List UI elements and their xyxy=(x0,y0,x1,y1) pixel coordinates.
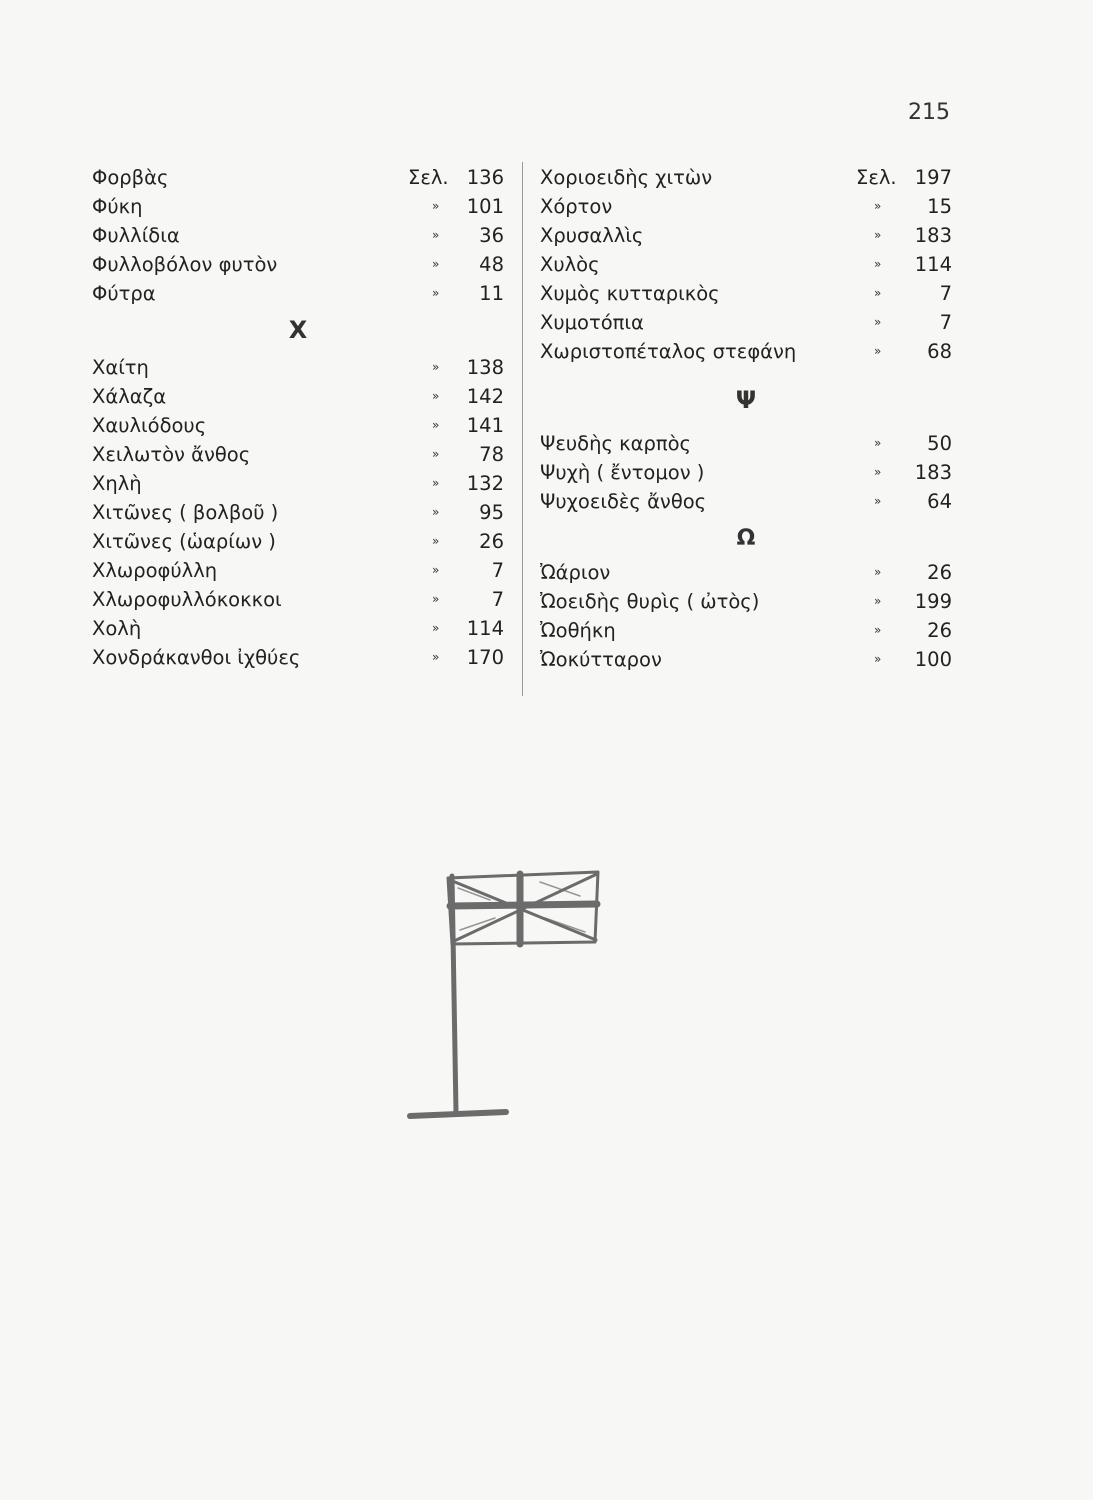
index-column-right xyxy=(540,163,952,674)
entry-term: Χάλαζα xyxy=(92,385,167,408)
ditto-mark: » xyxy=(874,652,882,666)
index-column-left xyxy=(92,163,504,672)
entry-page: 36 xyxy=(479,224,504,247)
index-entry xyxy=(540,221,952,250)
column-divider xyxy=(522,162,523,696)
ditto-mark: » xyxy=(874,565,882,579)
entry-term: Χυμοτόπια xyxy=(540,311,644,334)
ditto-mark: » xyxy=(432,650,440,664)
index-entry xyxy=(540,308,952,337)
entry-page: 50 xyxy=(927,432,952,455)
entry-term: Χωριστοπέταλος στεφάνη xyxy=(540,340,797,363)
index-entry xyxy=(92,279,504,308)
entry-term: Ψυχὴ ( ἔντομον ) xyxy=(540,461,705,484)
entry-page: 183 xyxy=(914,461,952,484)
ditto-mark: » xyxy=(432,389,440,403)
entry-term: Χιτῶνες (ὡαρίων ) xyxy=(92,530,276,553)
ditto-mark: » xyxy=(432,257,440,271)
index-entry xyxy=(92,353,504,382)
entry-term: Φυλλίδια xyxy=(92,224,180,247)
entry-page: 7 xyxy=(939,282,952,305)
index-entry xyxy=(540,458,952,487)
ditto-mark: » xyxy=(432,418,440,432)
index-entry xyxy=(92,221,504,250)
ditto-mark: » xyxy=(874,286,882,300)
ditto-mark: » xyxy=(432,199,440,213)
entry-page: 95 xyxy=(479,501,504,524)
entry-term: Φύκη xyxy=(92,195,143,218)
ditto-mark: » xyxy=(874,257,882,271)
ditto-mark: » xyxy=(432,360,440,374)
entry-term: Χειλωτὸν ἄνθος xyxy=(92,443,251,466)
entry-page: 100 xyxy=(914,648,952,671)
entry-term: Χυμὸς κυτταρικὸς xyxy=(540,282,720,305)
entry-term: Ψυχοειδὲς ἄνθος xyxy=(540,490,707,513)
entry-term: Χυλὸς xyxy=(540,253,600,276)
index-entry xyxy=(92,163,504,192)
section-letter-chi: Χ xyxy=(288,316,308,344)
entry-term: Χιτῶνες ( βολβοῦ ) xyxy=(92,501,279,524)
entry-page: 114 xyxy=(914,253,952,276)
page-number: 215 xyxy=(908,100,950,125)
index-entry xyxy=(540,587,952,616)
entry-term: Χλωροφύλλη xyxy=(92,559,218,582)
entry-term: Χρυσαλλὶς xyxy=(540,224,644,247)
index-entry xyxy=(92,585,504,614)
entry-page: 78 xyxy=(479,443,504,466)
entry-term: Φυλλοβόλον φυτὸν xyxy=(92,253,278,276)
entry-term: Χαίτη xyxy=(92,356,149,379)
index-group-phi xyxy=(92,163,504,308)
entry-page-prefix: Σελ. xyxy=(408,166,449,189)
ditto-mark: » xyxy=(432,505,440,519)
entry-page: 64 xyxy=(927,490,952,513)
entry-page: 7 xyxy=(491,559,504,582)
index-entry xyxy=(540,279,952,308)
entry-term: Ὠάριον xyxy=(540,561,611,584)
index-entry xyxy=(540,337,952,366)
entry-page: 142 xyxy=(466,385,504,408)
ditto-mark: » xyxy=(874,465,882,479)
index-entry xyxy=(92,643,504,672)
entry-term: Φορβὰς xyxy=(92,166,169,189)
index-entry xyxy=(92,250,504,279)
entry-term: Ψευδὴς καρπὸς xyxy=(540,432,691,455)
ditto-mark: » xyxy=(432,476,440,490)
index-entry xyxy=(540,487,952,516)
index-entry xyxy=(540,645,952,674)
entry-term: Ὠοθήκη xyxy=(540,619,616,642)
entry-page: 138 xyxy=(466,356,504,379)
index-entry xyxy=(540,250,952,279)
index-entry xyxy=(540,163,952,192)
entry-page: 7 xyxy=(939,311,952,334)
index-entry xyxy=(540,429,952,458)
ditto-mark: » xyxy=(432,592,440,606)
index-group-chi xyxy=(92,353,504,672)
index-entry xyxy=(92,382,504,411)
index-entry xyxy=(92,192,504,221)
entry-term: Χοριοειδὴς χιτὼν xyxy=(540,166,713,189)
index-entry xyxy=(92,411,504,440)
index-entry xyxy=(540,192,952,221)
ditto-mark: » xyxy=(874,228,882,242)
index-entry xyxy=(540,558,952,587)
entry-page: 197 xyxy=(914,166,952,189)
entry-page: 7 xyxy=(491,588,504,611)
index-entry xyxy=(540,616,952,645)
entry-page: 68 xyxy=(927,340,952,363)
ditto-mark: » xyxy=(432,228,440,242)
union-jack-flag-drawing-icon xyxy=(400,860,610,1130)
ditto-mark: » xyxy=(432,563,440,577)
section-letter-omega: Ω xyxy=(736,526,756,551)
ditto-mark: » xyxy=(874,199,882,213)
entry-term: Χηλὴ xyxy=(92,472,142,495)
entry-page: 48 xyxy=(479,253,504,276)
ditto-mark: » xyxy=(874,623,882,637)
entry-page: 141 xyxy=(466,414,504,437)
index-group-chi-continued xyxy=(540,163,952,366)
entry-page: 11 xyxy=(479,282,504,305)
entry-term: Χονδράκανθοι ἰχθύες xyxy=(92,646,301,669)
entry-page: 136 xyxy=(466,166,504,189)
ditto-mark: » xyxy=(874,436,882,450)
entry-page-prefix: Σελ. xyxy=(856,166,897,189)
entry-page: 183 xyxy=(914,224,952,247)
entry-page: 170 xyxy=(466,646,504,669)
entry-term: Χλωροφυλλόκοκκοι xyxy=(92,588,282,611)
entry-page: 114 xyxy=(466,617,504,640)
entry-page: 199 xyxy=(914,590,952,613)
entry-term: Χολὴ xyxy=(92,617,142,640)
entry-term: Φύτρα xyxy=(92,282,156,305)
ditto-mark: » xyxy=(874,594,882,608)
ditto-mark: » xyxy=(432,621,440,635)
entry-term: Χόρτον xyxy=(540,195,613,218)
entry-page: 132 xyxy=(466,472,504,495)
index-entry xyxy=(92,469,504,498)
index-entry xyxy=(92,614,504,643)
ditto-mark: » xyxy=(874,494,882,508)
entry-term: Χαυλιόδους xyxy=(92,414,207,437)
entry-page: 26 xyxy=(927,619,952,642)
index-entry xyxy=(92,527,504,556)
entry-term: Ὠοκύτταρον xyxy=(540,648,662,671)
section-letter-psi: Ψ xyxy=(735,386,757,414)
index-group-psi xyxy=(540,429,952,516)
entry-page: 26 xyxy=(927,561,952,584)
ditto-mark: » xyxy=(432,286,440,300)
ditto-mark: » xyxy=(874,315,882,329)
entry-term: Ὠοειδὴς θυρὶς ( ὠτὸς) xyxy=(540,590,760,613)
index-entry xyxy=(92,440,504,469)
index-group-omega xyxy=(540,558,952,674)
entry-page: 15 xyxy=(927,195,952,218)
ditto-mark: » xyxy=(874,344,882,358)
index-entry xyxy=(92,556,504,585)
index-entry xyxy=(92,498,504,527)
entry-page: 101 xyxy=(466,195,504,218)
ditto-mark: » xyxy=(432,447,440,461)
ditto-mark: » xyxy=(432,534,440,548)
entry-page: 26 xyxy=(479,530,504,553)
